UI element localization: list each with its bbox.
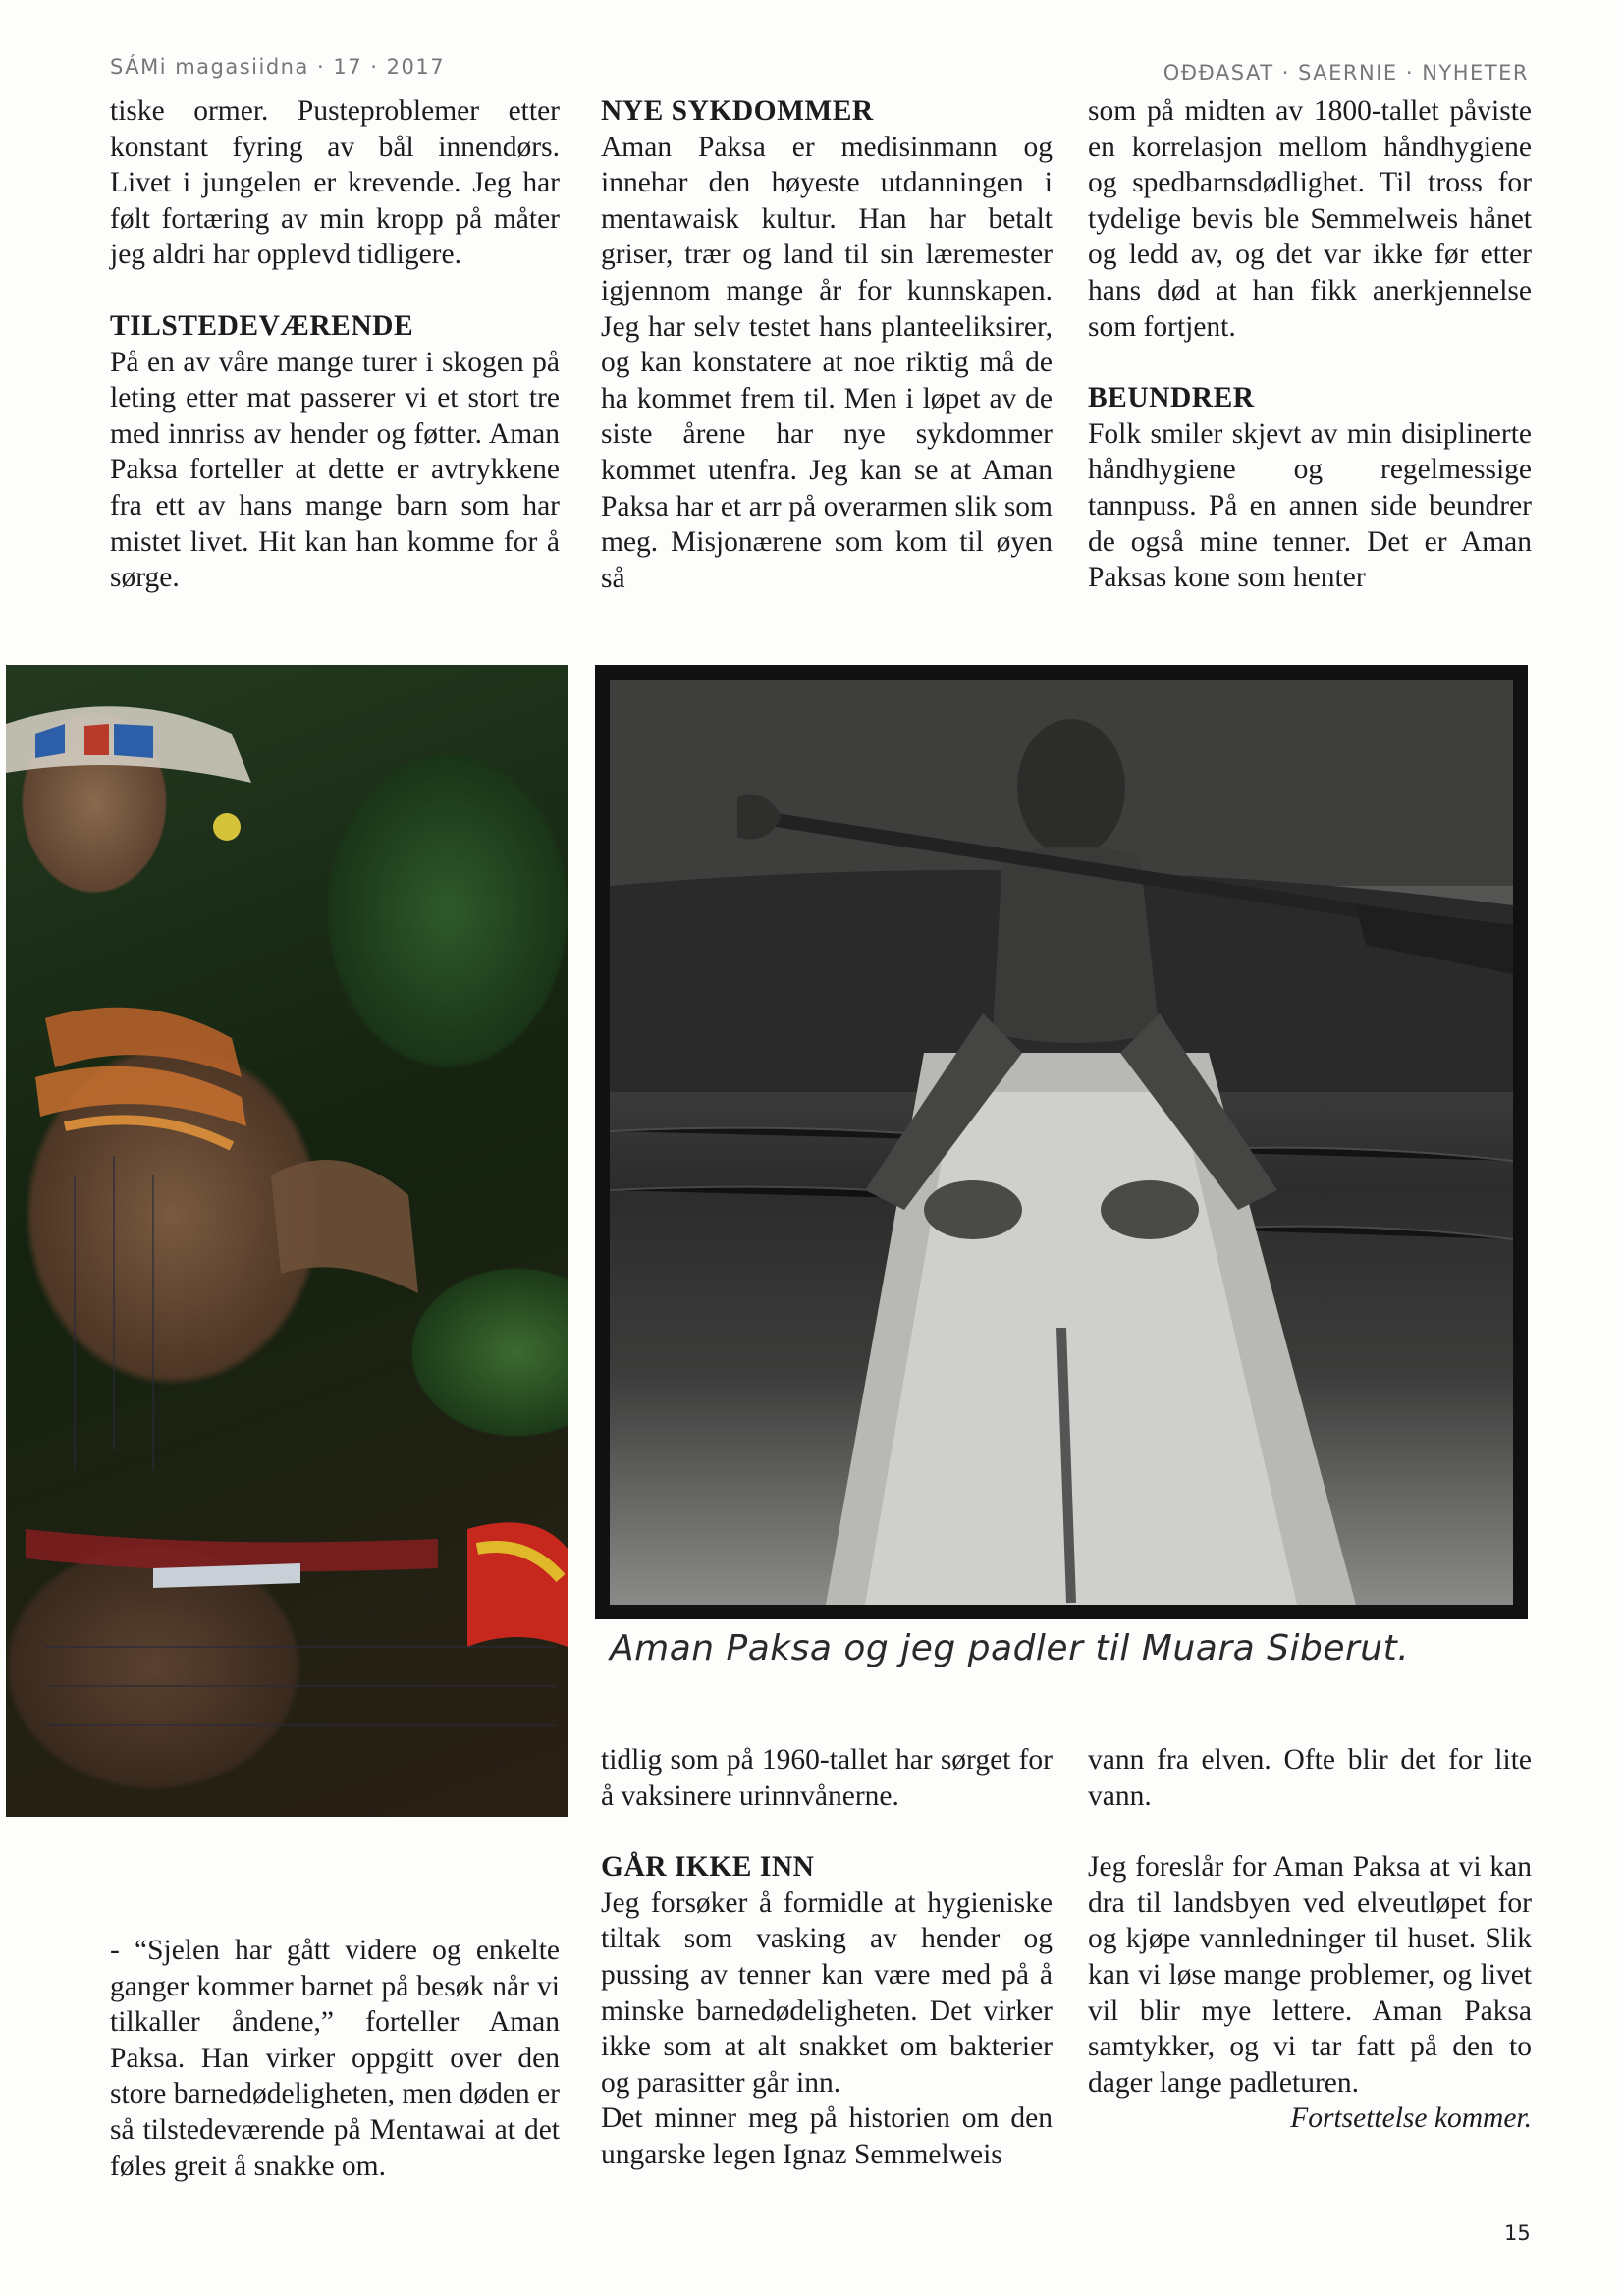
quote-paragraph: - “Sjelen har gått videre og enkelte ganger kommer barnet på besøk når vi tilkaller åndene,” forteller Aman Paksa. Han virker oppgitt over den store barnedødeligheten, men døden er så tilstedeværende på Mentawai at det føles greit å snakke om. (110, 1935, 560, 2182)
paragraph: Folk smiler skjevt av min disiplinerte håndhygiene og regelmessige tannpuss. På en annen side beundrer de også mine tenner. Det er Aman Paksas kone som henter (1088, 417, 1532, 594)
column-1-top (110, 93, 560, 596)
section-header: OĐĐASAT · SAERNIE · NYHETER (1163, 61, 1529, 84)
paragraph: På en av våre mange turer i skogen på leting etter mat passerer vi et stort tre med innriss av hender og føtter. Aman Paksa forteller at dette er avtrykkene fra ett av hans mange barn som har mistet livet. Hit kan han komme for å sørge. (110, 346, 560, 594)
continuation-note: Fortsettelse kommer. (1290, 2103, 1532, 2135)
magazine-header: SÁMi magasiidna · 17 · 2017 (110, 55, 446, 79)
subheading-nye-sykdommer: NYE SYKDOMMER (601, 95, 874, 127)
paragraph: Aman Paksa er medisinmann og innehar den høyeste utdanningen i mentawaisk kultur. Han har betalt griser, trær og land til sin læremester igjennom mange år for kunnskapen. Jeg har selv testet hans planteeliksirer, og kan konstatere at noe riktig må de ha kommet frem til. Men i løpet av de siste årene har nye sykdommer kommet utenfra. Jeg kan se at Aman Paksa har et arr på overarmen slik som meg. Misjonærene som kom til øyen så (601, 131, 1053, 594)
portrait-illustration (6, 665, 568, 1817)
canoe-photo (610, 680, 1513, 1605)
photo-caption: Aman Paksa og jeg padler til Muara Siberut. (610, 1628, 1410, 1668)
portrait-photo (6, 665, 568, 1817)
column-3-top (1088, 93, 1532, 596)
paragraph: som på midten av 1800-tallet påviste en korrelasjon mellom håndhygiene og spedbarnsdødlighet. Til tross for tydelige bevis ble Semmelweis hånet og ledd av, og det var ikke før etter hans død at han fikk anerkjennelse som fortjent. (1088, 95, 1532, 343)
paragraph: vann fra elven. Ofte blir det for lite vann. (1088, 1744, 1532, 1812)
subheading-tilstedevaerende: TILSTEDEVÆRENDE (110, 309, 414, 342)
paragraph: Jeg foreslår for Aman Paksa at vi kan dra til landsbyen ved elveutløpet for og kjøpe vannledninger til huset. Slik kan vi løse mange problemer, og livet vil blir mye lettere. Aman Paksa samtykker, og vi tar fatt på den to dager lange padleturen. (1088, 1851, 1532, 2099)
column-3-bottom (1088, 1742, 1532, 2137)
subheading-gar-ikke-inn: GÅR IKKE INN (601, 1851, 815, 1884)
paragraph: Jeg forsøker å formidle at hygieniske tiltak som vasking av hender og pussing av tenner kan være med på å minske barnedødeligheten. Det virker ikke som at alt snakket om bakterier og parasitter går inn. (601, 1886, 1053, 2099)
column-2-bottom (601, 1742, 1053, 2173)
column-2-top (601, 93, 1053, 596)
paragraph: Det minner meg på historien om den ungarske legen Ignaz Semmelweis (601, 2103, 1053, 2170)
page-number: 15 (1504, 2221, 1531, 2245)
canoe-illustration (610, 680, 1513, 1605)
paragraph: tidlig som på 1960-tallet har sørget for å vaksinere urinnvånerne. (601, 1744, 1053, 1812)
subheading-beundrer: BEUNDRER (1088, 382, 1255, 414)
paragraph: tiske ormer. Pusteproblemer etter konstant fyring av bål innendørs. Livet i jungelen er krevende. Jeg har følt fortæring av min kropp på måter jeg aldri har opplevd tidligere. (110, 95, 560, 271)
column-1-bottom (110, 1933, 560, 2184)
